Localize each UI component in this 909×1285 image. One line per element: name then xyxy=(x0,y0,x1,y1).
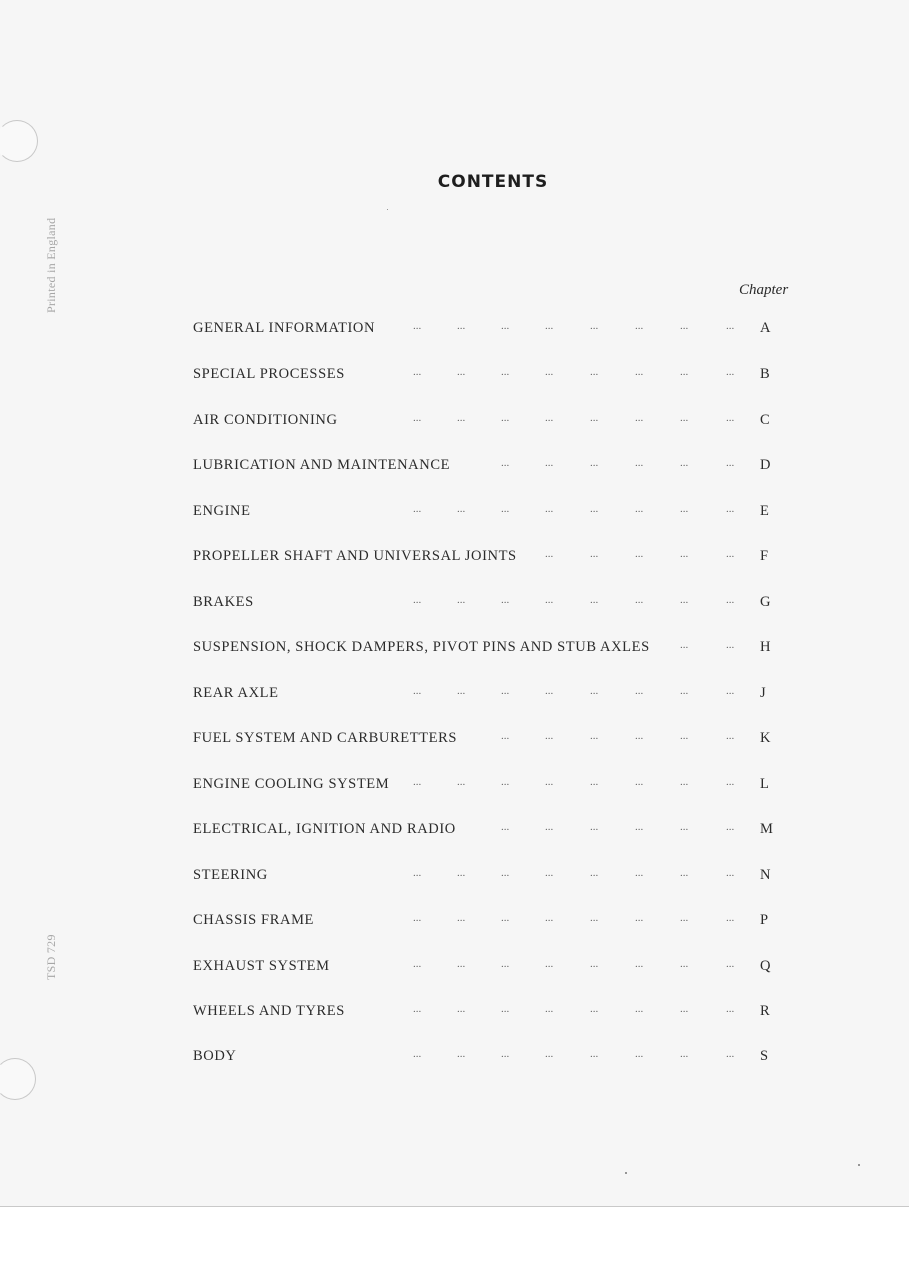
toc-entry[interactable] xyxy=(193,1048,793,1068)
dot-leader: ... xyxy=(726,594,735,606)
dot-leader: ... xyxy=(457,912,466,924)
dot-leader: ... xyxy=(590,958,599,970)
dot-leader: ... xyxy=(545,912,554,924)
toc-entry-chapter: R xyxy=(760,1003,771,1019)
dot-leader: ... xyxy=(726,867,735,879)
dot-leader: ... xyxy=(726,776,735,788)
dot-leader: ... xyxy=(680,503,689,515)
toc-entry-chapter: H xyxy=(760,639,772,655)
toc-entry-label: LUBRICATION AND MAINTENANCE xyxy=(193,457,451,473)
toc-entry-chapter: S xyxy=(760,1048,769,1064)
dot-leader: ... xyxy=(680,958,689,970)
dot-leader: ... xyxy=(590,503,599,515)
dot-leader: ... xyxy=(413,366,422,378)
toc-entry-label: PROPELLER SHAFT AND UNIVERSAL JOINTS xyxy=(193,548,517,564)
dot-leader: ... xyxy=(501,730,510,742)
dot-leader: ... xyxy=(413,685,422,697)
dot-leader: ... xyxy=(680,685,689,697)
dot-leader: ... xyxy=(413,912,422,924)
toc-entry-chapter: D xyxy=(760,457,772,473)
dot-leader: ... xyxy=(413,1003,422,1015)
dot-leader: ... xyxy=(501,1048,510,1060)
toc-entry-chapter: Q xyxy=(760,958,772,974)
scan-speck xyxy=(387,209,388,210)
toc-entry-label: STEERING xyxy=(193,867,268,883)
dot-leader: ... xyxy=(457,594,466,606)
dot-leader: ... xyxy=(545,548,554,560)
dot-leader: ... xyxy=(413,1048,422,1060)
dot-leader: ... xyxy=(501,821,510,833)
dot-leader: ... xyxy=(590,821,599,833)
dot-leader: ... xyxy=(457,685,466,697)
dot-leader: ... xyxy=(501,366,510,378)
dot-leader: ... xyxy=(726,730,735,742)
dot-leader: ... xyxy=(545,366,554,378)
scan-speck xyxy=(858,1164,860,1166)
toc-entry[interactable] xyxy=(193,685,793,705)
dot-leader: ... xyxy=(680,366,689,378)
toc-entry-label: BRAKES xyxy=(193,594,254,610)
toc-entry[interactable] xyxy=(193,821,793,841)
dot-leader: ... xyxy=(726,412,735,424)
toc-entry-chapter: G xyxy=(760,594,772,610)
toc-entry[interactable] xyxy=(193,457,793,477)
dot-leader: ... xyxy=(680,1003,689,1015)
dot-leader: ... xyxy=(635,821,644,833)
dot-leader: ... xyxy=(413,320,422,332)
toc-entry-chapter: L xyxy=(760,776,770,792)
dot-leader: ... xyxy=(545,867,554,879)
dot-leader: ... xyxy=(545,685,554,697)
toc-entry-label: SPECIAL PROCESSES xyxy=(193,366,345,382)
toc-entry[interactable] xyxy=(193,366,793,386)
toc-entry-label: ELECTRICAL, IGNITION AND RADIO xyxy=(193,821,456,837)
toc-entry-label: AIR CONDITIONING xyxy=(193,412,338,428)
dot-leader: ... xyxy=(590,685,599,697)
dot-leader: ... xyxy=(457,776,466,788)
dot-leader: ... xyxy=(726,685,735,697)
dot-leader: ... xyxy=(457,320,466,332)
toc-entry-chapter: K xyxy=(760,730,772,746)
dot-leader: ... xyxy=(413,867,422,879)
toc-entry-chapter: M xyxy=(760,821,774,837)
dot-leader: ... xyxy=(501,776,510,788)
dot-leader: ... xyxy=(545,320,554,332)
dot-leader: ... xyxy=(457,958,466,970)
dot-leader: ... xyxy=(590,366,599,378)
dot-leader: ... xyxy=(501,685,510,697)
toc-entry-label: SUSPENSION, SHOCK DAMPERS, PIVOT PINS AND STUB AXLES xyxy=(193,639,650,655)
toc-entry[interactable] xyxy=(193,639,793,659)
dot-leader: ... xyxy=(590,548,599,560)
dot-leader: ... xyxy=(635,1003,644,1015)
dot-leader: ... xyxy=(680,1048,689,1060)
toc-entry[interactable] xyxy=(193,548,793,568)
scan-speck xyxy=(625,1172,627,1174)
dot-leader: ... xyxy=(635,548,644,560)
dot-leader: ... xyxy=(726,548,735,560)
toc-entry[interactable] xyxy=(193,320,793,340)
dot-leader: ... xyxy=(413,958,422,970)
dot-leader: ... xyxy=(501,958,510,970)
dot-leader: ... xyxy=(726,821,735,833)
dot-leader: ... xyxy=(635,594,644,606)
dot-leader: ... xyxy=(680,548,689,560)
dot-leader: ... xyxy=(590,730,599,742)
toc-entry-label: GENERAL INFORMATION xyxy=(193,320,376,336)
dot-leader: ... xyxy=(590,867,599,879)
document-code: TSD 729 xyxy=(44,934,58,980)
dot-leader: ... xyxy=(726,366,735,378)
toc-entry-chapter: A xyxy=(760,320,772,336)
toc-entry-label: ENGINE COOLING SYSTEM xyxy=(193,776,390,792)
toc-entry[interactable] xyxy=(193,594,793,614)
toc-entry-label: REAR AXLE xyxy=(193,685,279,701)
dot-leader: ... xyxy=(501,867,510,879)
toc-entry-label: ENGINE xyxy=(193,503,251,519)
dot-leader: ... xyxy=(590,320,599,332)
toc-entry-chapter: J xyxy=(760,685,767,701)
dot-leader: ... xyxy=(680,776,689,788)
dot-leader: ... xyxy=(457,1048,466,1060)
toc-entry[interactable] xyxy=(193,503,793,523)
dot-leader: ... xyxy=(501,320,510,332)
dot-leader: ... xyxy=(680,594,689,606)
dot-leader: ... xyxy=(545,776,554,788)
dot-leader: ... xyxy=(413,594,422,606)
dot-leader: ... xyxy=(545,503,554,515)
toc-entry-chapter: N xyxy=(760,867,772,883)
dot-leader: ... xyxy=(680,867,689,879)
dot-leader: ... xyxy=(635,912,644,924)
dot-leader: ... xyxy=(680,821,689,833)
dot-leader: ... xyxy=(590,1003,599,1015)
dot-leader: ... xyxy=(545,821,554,833)
dot-leader: ... xyxy=(726,320,735,332)
dot-leader: ... xyxy=(590,594,599,606)
dot-leader: ... xyxy=(635,366,644,378)
dot-leader: ... xyxy=(457,412,466,424)
dot-leader: ... xyxy=(501,503,510,515)
toc-entry-label: WHEELS AND TYRES xyxy=(193,1003,345,1019)
toc-entry[interactable] xyxy=(193,867,793,887)
dot-leader: ... xyxy=(635,503,644,515)
dot-leader: ... xyxy=(545,594,554,606)
toc-entry[interactable] xyxy=(193,776,793,796)
toc-entry[interactable] xyxy=(193,912,793,932)
dot-leader: ... xyxy=(457,867,466,879)
dot-leader: ... xyxy=(501,912,510,924)
dot-leader: ... xyxy=(680,457,689,469)
toc-entry-chapter: B xyxy=(760,366,771,382)
toc-entry[interactable] xyxy=(193,1003,793,1023)
dot-leader: ... xyxy=(635,320,644,332)
toc-entry[interactable] xyxy=(193,958,793,978)
dot-leader: ... xyxy=(413,776,422,788)
dot-leader: ... xyxy=(590,412,599,424)
dot-leader: ... xyxy=(635,457,644,469)
dot-leader: ... xyxy=(680,730,689,742)
dot-leader: ... xyxy=(726,958,735,970)
dot-leader: ... xyxy=(457,503,466,515)
toc-entry-chapter: C xyxy=(760,412,771,428)
dot-leader: ... xyxy=(635,685,644,697)
dot-leader: ... xyxy=(726,912,735,924)
dot-leader: ... xyxy=(501,412,510,424)
dot-leader: ... xyxy=(680,639,689,651)
dot-leader: ... xyxy=(545,457,554,469)
toc-entry-chapter: E xyxy=(760,503,770,519)
toc-entry-chapter: P xyxy=(760,912,769,928)
toc-entry-chapter: F xyxy=(760,548,769,564)
dot-leader: ... xyxy=(635,776,644,788)
dot-leader: ... xyxy=(413,412,422,424)
dot-leader: ... xyxy=(635,958,644,970)
page-title: CONTENTS xyxy=(437,172,549,192)
dot-leader: ... xyxy=(501,457,510,469)
toc-entry[interactable] xyxy=(193,412,793,432)
dot-leader: ... xyxy=(545,730,554,742)
toc-entry-label: FUEL SYSTEM AND CARBURETTERS xyxy=(193,730,458,746)
dot-leader: ... xyxy=(635,730,644,742)
dot-leader: ... xyxy=(635,867,644,879)
dot-leader: ... xyxy=(680,320,689,332)
dot-leader: ... xyxy=(726,503,735,515)
dot-leader: ... xyxy=(457,366,466,378)
printed-in-england-note: Printed in England xyxy=(44,217,58,313)
dot-leader: ... xyxy=(545,1048,554,1060)
dot-leader: ... xyxy=(726,1048,735,1060)
dot-leader: ... xyxy=(545,412,554,424)
dot-leader: ... xyxy=(590,776,599,788)
toc-entry[interactable] xyxy=(193,730,793,750)
dot-leader: ... xyxy=(726,639,735,651)
dot-leader: ... xyxy=(545,958,554,970)
dot-leader: ... xyxy=(590,912,599,924)
dot-leader: ... xyxy=(501,594,510,606)
dot-leader: ... xyxy=(726,1003,735,1015)
scan-background xyxy=(0,1207,909,1285)
dot-leader: ... xyxy=(590,457,599,469)
dot-leader: ... xyxy=(590,1048,599,1060)
toc-entry-label: BODY xyxy=(193,1048,237,1064)
dot-leader: ... xyxy=(457,1003,466,1015)
dot-leader: ... xyxy=(635,1048,644,1060)
dot-leader: ... xyxy=(545,1003,554,1015)
chapter-column-header: Chapter xyxy=(739,282,789,298)
dot-leader: ... xyxy=(680,412,689,424)
dot-leader: ... xyxy=(726,457,735,469)
dot-leader: ... xyxy=(680,912,689,924)
dot-leader: ... xyxy=(635,412,644,424)
toc-entry-label: CHASSIS FRAME xyxy=(193,912,315,928)
toc-entry-label: EXHAUST SYSTEM xyxy=(193,958,330,974)
dot-leader: ... xyxy=(413,503,422,515)
dot-leader: ... xyxy=(501,1003,510,1015)
